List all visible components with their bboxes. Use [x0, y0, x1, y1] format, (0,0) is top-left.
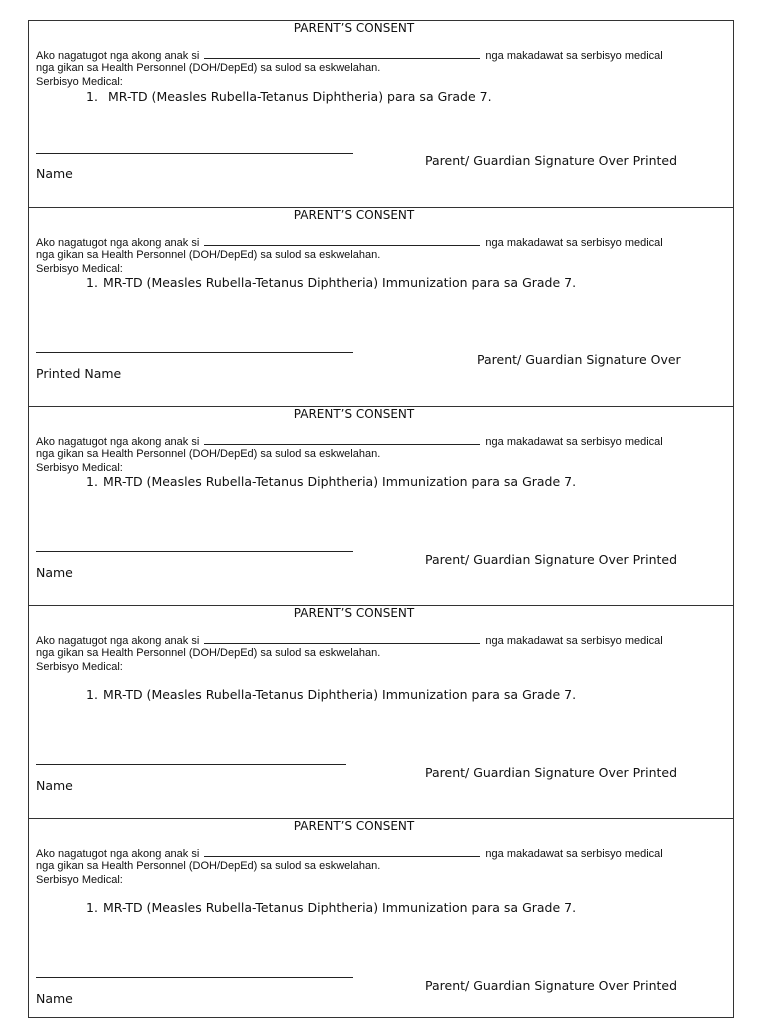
consent-suffix: nga makadawat sa serbisyo medical: [485, 50, 663, 62]
consent-suffix: nga makadawat sa serbisyo medical: [485, 635, 663, 647]
consent-prefix: Ako nagatugot nga akong anak si: [36, 237, 200, 249]
consent-suffix: nga makadawat sa serbisyo medical: [485, 237, 663, 249]
consent-line-2: nga gikan sa Health Personnel (DOH/DepEd) sa sulod sa eskwelahan.: [36, 860, 381, 872]
item-text: MR-TD (Measles Rubella-Tetanus Diphtheria) para sa Grade 7.: [108, 89, 492, 104]
item-text: MR-TD (Measles Rubella-Tetanus Diphtheria) Immunization para sa Grade 7.: [103, 900, 577, 915]
signature-line[interactable]: [36, 764, 346, 765]
consent-line-2: nga gikan sa Health Personnel (DOH/DepEd) sa sulod sa eskwelahan.: [36, 62, 381, 74]
signature-line[interactable]: [36, 551, 353, 552]
signature-line[interactable]: [36, 352, 353, 353]
consent-form-1: [28, 20, 734, 208]
medical-service-item: [86, 275, 576, 290]
child-name-field[interactable]: [204, 846, 480, 857]
signature-label-cont: Name: [36, 565, 73, 580]
item-number: 1.: [86, 900, 98, 915]
consent-suffix: nga makadawat sa serbisyo medical: [485, 848, 663, 860]
item-number: 1.: [86, 474, 98, 489]
consent-line-2: nga gikan sa Health Personnel (DOH/DepEd) sa sulod sa eskwelahan.: [36, 448, 381, 460]
signature-label: Parent/ Guardian Signature Over Printed: [425, 978, 678, 993]
signature-label-cont: Name: [36, 991, 73, 1006]
form-title: PARENT’S CONSENT: [293, 606, 415, 620]
item-number: 1.: [86, 687, 98, 702]
consent-line-3: Serbisyo Medical:: [36, 462, 123, 474]
medical-service-item: [86, 900, 576, 915]
form-title: PARENT’S CONSENT: [293, 21, 415, 35]
item-text: MR-TD (Measles Rubella-Tetanus Diphtheria) Immunization para sa Grade 7.: [103, 687, 577, 702]
item-number: 1.: [86, 89, 98, 104]
signature-label: Parent/ Guardian Signature Over Printed: [425, 552, 678, 567]
consent-form-4: [28, 605, 734, 819]
consent-prefix: Ako nagatugot nga akong anak si: [36, 848, 200, 860]
consent-line-3: Serbisyo Medical:: [36, 76, 123, 88]
consent-form-5: [28, 818, 734, 1018]
consent-form-3: [28, 406, 734, 606]
consent-line-3: Serbisyo Medical:: [36, 661, 123, 673]
item-text: MR-TD (Measles Rubella-Tetanus Diphtheria) Immunization para sa Grade 7.: [103, 474, 577, 489]
signature-label-cont: Name: [36, 778, 73, 793]
consent-line-3: Serbisyo Medical:: [36, 263, 123, 275]
consent-line-3: Serbisyo Medical:: [36, 874, 123, 886]
consent-line-2: nga gikan sa Health Personnel (DOH/DepEd) sa sulod sa eskwelahan.: [36, 647, 381, 659]
consent-form-2: [28, 207, 734, 407]
child-name-field[interactable]: [204, 633, 480, 644]
form-title: PARENT’S CONSENT: [293, 407, 415, 421]
signature-label: Parent/ Guardian Signature Over Printed: [425, 765, 678, 780]
signature-label: Parent/ Guardian Signature Over: [477, 352, 681, 367]
item-number: 1.: [86, 275, 98, 290]
signature-line[interactable]: [36, 977, 353, 978]
child-name-field[interactable]: [204, 434, 480, 445]
consent-suffix: nga makadawat sa serbisyo medical: [485, 436, 663, 448]
signature-label-cont: Name: [36, 166, 73, 181]
medical-service-item: [86, 687, 576, 702]
consent-prefix: Ako nagatugot nga akong anak si: [36, 436, 200, 448]
form-title: PARENT’S CONSENT: [293, 208, 415, 222]
form-title: PARENT’S CONSENT: [293, 819, 415, 833]
child-name-field[interactable]: [204, 235, 480, 246]
medical-service-item: [86, 474, 576, 489]
signature-label: Parent/ Guardian Signature Over Printed: [425, 153, 678, 168]
signature-line[interactable]: [36, 153, 353, 154]
signature-label-cont: Printed Name: [36, 366, 122, 381]
medical-service-item: [86, 89, 492, 104]
item-text: MR-TD (Measles Rubella-Tetanus Diphtheria) Immunization para sa Grade 7.: [103, 275, 577, 290]
child-name-field[interactable]: [204, 48, 480, 59]
consent-prefix: Ako nagatugot nga akong anak si: [36, 635, 200, 647]
consent-line-2: nga gikan sa Health Personnel (DOH/DepEd) sa sulod sa eskwelahan.: [36, 249, 381, 261]
consent-prefix: Ako nagatugot nga akong anak si: [36, 50, 200, 62]
